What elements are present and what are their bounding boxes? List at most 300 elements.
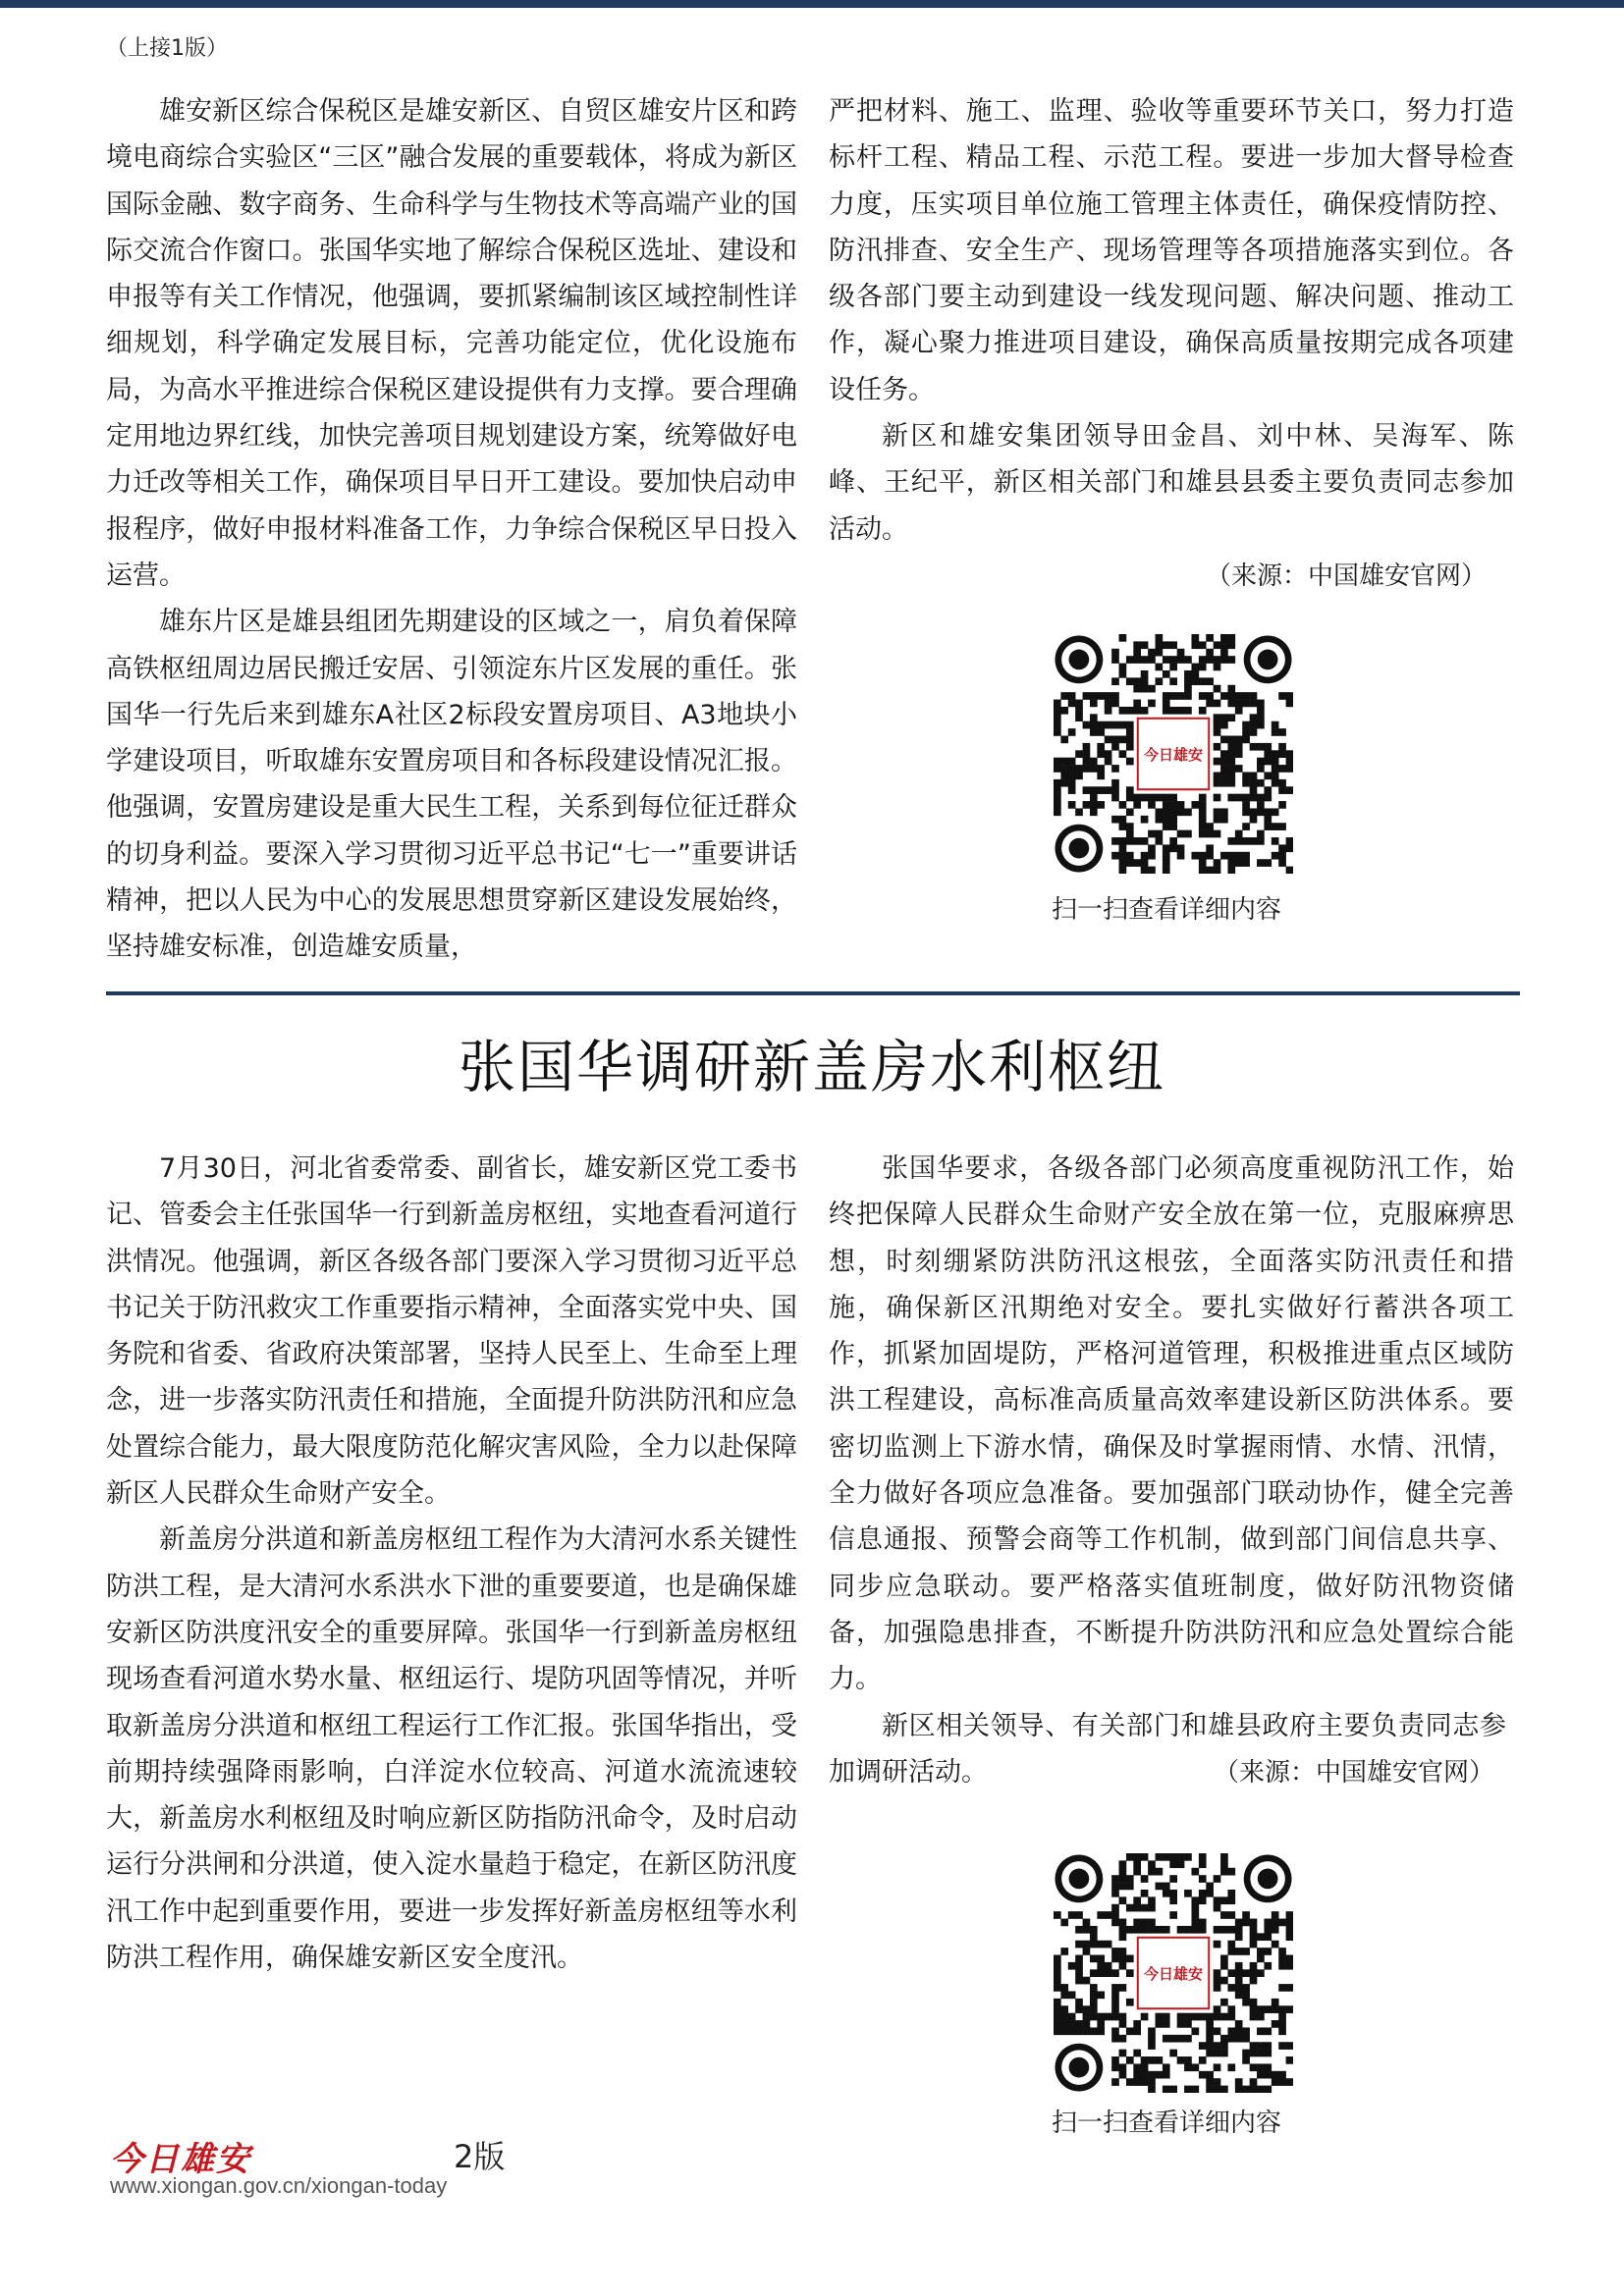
qr-module bbox=[1272, 2020, 1279, 2028]
qr-module bbox=[1126, 2078, 1134, 2086]
qr-module bbox=[1272, 1999, 1279, 2006]
qr-module bbox=[1148, 1904, 1156, 1912]
qr-module bbox=[1257, 714, 1265, 721]
qr-module bbox=[1097, 2027, 1105, 2035]
qr-module bbox=[1184, 1853, 1192, 1861]
qr-module bbox=[1097, 728, 1105, 736]
qr-module bbox=[1264, 816, 1272, 824]
qr-module bbox=[1242, 823, 1250, 830]
qr-module bbox=[1286, 2078, 1293, 2086]
qr-module bbox=[1257, 794, 1265, 802]
qr-module bbox=[1214, 2086, 1221, 2093]
article1-paragraph: 雄东片区是雄县组团先期建设的区域之一，肩负着保障高铁枢纽周边居民搬迁安居、引领淀东片区发展的重任。张国华一行先后来到雄东A社区2标段安置房项目、A3地块小学建设项目，听取雄东安置房项目和各标段建设情况汇报。他强调，安置房建设是重大民生工程，关系到每位征迁群众的切身利益。要深入学习贯彻习近平总书记“七一”重要讲话精神，把以人民为中心的发展思想贯穿新区建设发展始终，坚持雄安标准，创造雄安质量， bbox=[106, 607, 797, 963]
qr-module bbox=[1206, 867, 1214, 874]
qr-module bbox=[1257, 808, 1265, 816]
qr-module bbox=[1227, 634, 1235, 642]
qr-finder-mark bbox=[1069, 1869, 1090, 1890]
qr-module bbox=[1177, 692, 1185, 700]
qr-module bbox=[1214, 700, 1221, 708]
qr-module bbox=[1220, 736, 1228, 744]
qr-module bbox=[1169, 677, 1177, 685]
qr-module bbox=[1264, 758, 1272, 766]
qr-module bbox=[1148, 2056, 1156, 2064]
qr-module bbox=[1105, 750, 1112, 758]
qr-module bbox=[1119, 736, 1127, 744]
qr-module bbox=[1054, 714, 1061, 721]
qr-module bbox=[1278, 2078, 1286, 2086]
qr-module bbox=[1111, 1984, 1119, 1992]
qr-module bbox=[1111, 721, 1119, 729]
qr-module bbox=[1242, 2050, 1250, 2057]
qr-module bbox=[1286, 1926, 1293, 1934]
qr-module bbox=[1227, 1896, 1235, 1904]
qr-module bbox=[1068, 1962, 1076, 1970]
qr-module bbox=[1272, 852, 1279, 860]
qr-module bbox=[1075, 765, 1083, 773]
qr-module bbox=[1060, 2013, 1068, 2021]
qr-module bbox=[1220, 1962, 1228, 1970]
qr-module bbox=[1068, 765, 1076, 773]
qr-module bbox=[1119, 1948, 1127, 1955]
qr-module bbox=[1148, 2086, 1156, 2093]
qr-module bbox=[1177, 707, 1185, 715]
qr-module bbox=[1278, 2027, 1286, 2035]
qr-module bbox=[1126, 1926, 1134, 1934]
qr-module bbox=[1286, 1962, 1293, 1970]
qr-module bbox=[1090, 1999, 1098, 2006]
qr-module bbox=[1083, 801, 1091, 809]
qr-module bbox=[1264, 794, 1272, 802]
qr-module bbox=[1169, 816, 1177, 824]
qr-module bbox=[1111, 779, 1119, 787]
qr-module bbox=[1191, 664, 1199, 671]
qr-module bbox=[1227, 656, 1235, 664]
qr-module bbox=[1141, 859, 1149, 867]
qr-module bbox=[1111, 2013, 1119, 2021]
qr-module bbox=[1242, 1969, 1250, 1977]
qr-module bbox=[1075, 707, 1083, 715]
qr-module bbox=[1214, 808, 1221, 816]
qr-module bbox=[1264, 859, 1272, 867]
qr-module bbox=[1133, 641, 1141, 649]
qr-module bbox=[1250, 1977, 1258, 1985]
qr-module bbox=[1227, 1984, 1235, 1992]
qr-module bbox=[1163, 2086, 1170, 2093]
qr-module bbox=[1083, 765, 1091, 773]
qr-module bbox=[1163, 2013, 1170, 2021]
qr-module bbox=[1105, 707, 1112, 715]
qr-module bbox=[1264, 1948, 1272, 1955]
qr-module bbox=[1199, 852, 1207, 860]
qr-module bbox=[1111, 794, 1119, 802]
qr-module bbox=[1235, 2035, 1243, 2043]
qr-module bbox=[1257, 2071, 1265, 2079]
qr-module bbox=[1119, 634, 1127, 642]
qr-module bbox=[1272, 1926, 1279, 1934]
qr-module bbox=[1156, 837, 1164, 845]
qr-module bbox=[1235, 2078, 1243, 2086]
qr-module bbox=[1054, 1969, 1061, 1977]
qr-module bbox=[1133, 801, 1141, 809]
qr-module bbox=[1141, 1904, 1149, 1912]
qr-module bbox=[1206, 700, 1214, 708]
qr-module bbox=[1177, 830, 1185, 838]
qr-module bbox=[1206, 823, 1214, 830]
qr-module bbox=[1119, 2035, 1127, 2043]
qr-module bbox=[1272, 823, 1279, 830]
qr-module bbox=[1126, 1875, 1134, 1883]
qr-module bbox=[1119, 2063, 1127, 2071]
qr-module bbox=[1257, 2042, 1265, 2050]
qr-module bbox=[1111, 1969, 1119, 1977]
qr-module bbox=[1199, 641, 1207, 649]
qr-module bbox=[1111, 1948, 1119, 1955]
qr-module bbox=[1227, 765, 1235, 773]
qr-module bbox=[1111, 852, 1119, 860]
qr-module bbox=[1126, 728, 1134, 736]
qr-module bbox=[1286, 1919, 1293, 1927]
qr-module bbox=[1068, 2027, 1076, 2035]
qr-module bbox=[1163, 1853, 1170, 1861]
qr-module bbox=[1278, 852, 1286, 860]
qr-module bbox=[1286, 786, 1293, 794]
qr-module bbox=[1111, 1904, 1119, 1912]
qr-module bbox=[1163, 707, 1170, 715]
qr-module bbox=[1141, 867, 1149, 874]
qr-module bbox=[1235, 707, 1243, 715]
qr-module bbox=[1199, 808, 1207, 816]
qr-module bbox=[1054, 794, 1061, 802]
qr-module bbox=[1111, 649, 1119, 657]
qr-module bbox=[1097, 772, 1105, 779]
qr-module bbox=[1214, 2063, 1221, 2071]
qr-module bbox=[1177, 844, 1185, 852]
qr-module bbox=[1286, 2042, 1293, 2050]
qr-module bbox=[1054, 700, 1061, 708]
qr-module bbox=[1054, 1984, 1061, 1992]
qr-module bbox=[1169, 2086, 1177, 2093]
qr-module bbox=[1257, 743, 1265, 751]
qr-module bbox=[1257, 1948, 1265, 1955]
qr-module bbox=[1141, 1890, 1149, 1897]
qr-module bbox=[1250, 786, 1258, 794]
qr-module bbox=[1220, 765, 1228, 773]
qr-module bbox=[1083, 1977, 1091, 1985]
qr-module bbox=[1272, 1911, 1279, 1919]
qr-module bbox=[1177, 2013, 1185, 2021]
qr-module bbox=[1278, 750, 1286, 758]
qr-module bbox=[1257, 801, 1265, 809]
qr-module bbox=[1199, 867, 1207, 874]
qr-module bbox=[1090, 1969, 1098, 1977]
qr-module bbox=[1206, 649, 1214, 657]
qr-module bbox=[1163, 1926, 1170, 1934]
qr-module bbox=[1257, 700, 1265, 708]
qr-module bbox=[1141, 1926, 1149, 1934]
qr-module bbox=[1278, 779, 1286, 787]
qr-module bbox=[1075, 2020, 1083, 2028]
qr-module bbox=[1054, 2013, 1061, 2021]
qr-module bbox=[1278, 823, 1286, 830]
qr-module bbox=[1286, 844, 1293, 852]
qr-module bbox=[1214, 867, 1221, 874]
qr-module bbox=[1250, 1962, 1258, 1970]
qr-module bbox=[1111, 677, 1119, 685]
qr-module bbox=[1264, 2027, 1272, 2035]
qr-module bbox=[1184, 1890, 1192, 1897]
qr-module bbox=[1141, 837, 1149, 845]
top-rule bbox=[0, 0, 1624, 8]
qr-module bbox=[1235, 1984, 1243, 1992]
qr-module bbox=[1126, 1883, 1134, 1891]
qr-module bbox=[1075, 2005, 1083, 2013]
qr-module bbox=[1083, 2013, 1091, 2021]
qr-module bbox=[1156, 677, 1164, 685]
qr-module bbox=[1220, 1853, 1228, 1861]
qr-code-icon[interactable] bbox=[1054, 634, 1293, 874]
qr-module bbox=[1214, 2042, 1221, 2050]
qr-module bbox=[1199, 1875, 1207, 1883]
qr-module bbox=[1169, 808, 1177, 816]
qr-module bbox=[1220, 1868, 1228, 1876]
qr-module bbox=[1235, 2020, 1243, 2028]
qr-module bbox=[1111, 1999, 1119, 2006]
qr-module bbox=[1119, 852, 1127, 860]
qr-module bbox=[1206, 844, 1214, 852]
qr-module bbox=[1177, 1853, 1185, 1861]
qr-logo-text: 今日雄安 bbox=[1143, 1965, 1204, 1983]
qr-module bbox=[1119, 750, 1127, 758]
qr-module bbox=[1133, 1904, 1141, 1912]
qr-module bbox=[1141, 852, 1149, 860]
qr-module bbox=[1133, 1919, 1141, 1927]
footer-brand-logo: 今日雄安 bbox=[110, 2140, 251, 2179]
qr-module bbox=[1075, 700, 1083, 708]
footer-url[interactable]: www.xiongan.gov.cn/xiongan-today bbox=[110, 2173, 448, 2198]
qr-module bbox=[1126, 837, 1134, 845]
section-divider bbox=[106, 991, 1520, 995]
qr-module bbox=[1227, 837, 1235, 845]
qr-module bbox=[1163, 700, 1170, 708]
qr-module bbox=[1097, 1991, 1105, 1999]
qr-module bbox=[1191, 641, 1199, 649]
qr-module bbox=[1083, 1941, 1091, 1949]
qr-module bbox=[1090, 1926, 1098, 1934]
qr-module bbox=[1156, 816, 1164, 824]
qr-module bbox=[1177, 2035, 1185, 2043]
qr-module bbox=[1156, 1868, 1164, 1876]
qr-module bbox=[1060, 1919, 1068, 1927]
qr-module bbox=[1286, 700, 1293, 708]
qr-module bbox=[1148, 2027, 1156, 2035]
qr-module bbox=[1133, 1860, 1141, 1868]
qr-module bbox=[1220, 772, 1228, 779]
qr-module bbox=[1148, 1926, 1156, 1934]
qr-module bbox=[1227, 859, 1235, 867]
qr-module bbox=[1148, 801, 1156, 809]
qr-module bbox=[1054, 728, 1061, 736]
qr-module bbox=[1090, 765, 1098, 773]
qr-module bbox=[1156, 1926, 1164, 1934]
qr-module bbox=[1083, 1948, 1091, 1955]
qr-module bbox=[1257, 779, 1265, 787]
qr-module bbox=[1242, 728, 1250, 736]
qr-module bbox=[1235, 2086, 1243, 2093]
qr-module bbox=[1126, 794, 1134, 802]
qr-module bbox=[1278, 1962, 1286, 1970]
qr-module bbox=[1184, 808, 1192, 816]
qr-module bbox=[1111, 1911, 1119, 1919]
qr-module bbox=[1235, 1933, 1243, 1941]
qr-module bbox=[1083, 2005, 1091, 2013]
qr-module bbox=[1156, 634, 1164, 642]
qr-module bbox=[1184, 2035, 1192, 2043]
qr-module bbox=[1119, 1868, 1127, 1876]
qr-module bbox=[1250, 721, 1258, 729]
qr-module bbox=[1090, 794, 1098, 802]
qr-module bbox=[1184, 692, 1192, 700]
qr-module bbox=[1220, 816, 1228, 824]
qr-module bbox=[1169, 844, 1177, 852]
qr-module bbox=[1090, 808, 1098, 816]
qr-module bbox=[1286, 837, 1293, 845]
qr-module bbox=[1054, 1977, 1061, 1985]
qr-module bbox=[1126, 1969, 1134, 1977]
qr-module bbox=[1220, 1860, 1228, 1868]
qr-module bbox=[1184, 677, 1192, 685]
qr-module bbox=[1054, 2020, 1061, 2028]
qr-module bbox=[1214, 794, 1221, 802]
qr-module bbox=[1191, 1896, 1199, 1904]
qr-module bbox=[1206, 634, 1214, 642]
article1-paragraph: 新区和雄安集团领导田金昌、刘中林、吴海军、陈峰、王纪平，新区相关部门和雄县县委主要负责同志参加活动。 bbox=[829, 421, 1514, 545]
qr-module bbox=[1141, 2071, 1149, 2079]
qr-module bbox=[1148, 794, 1156, 802]
qr-module bbox=[1220, 2050, 1228, 2057]
qr-module bbox=[1119, 823, 1127, 830]
qr-module bbox=[1264, 750, 1272, 758]
qr-module bbox=[1068, 700, 1076, 708]
qr-module bbox=[1191, 2063, 1199, 2071]
qr-module bbox=[1250, 808, 1258, 816]
qr-module bbox=[1090, 721, 1098, 729]
qr-module bbox=[1227, 736, 1235, 744]
qr-module bbox=[1242, 808, 1250, 816]
qr-module bbox=[1119, 816, 1127, 824]
qr-module bbox=[1083, 750, 1091, 758]
qr-module bbox=[1097, 1911, 1105, 1919]
qr-module bbox=[1119, 1984, 1127, 1992]
qr-module bbox=[1250, 2005, 1258, 2013]
qr-module bbox=[1075, 772, 1083, 779]
qr-module bbox=[1090, 700, 1098, 708]
qr-module bbox=[1105, 1962, 1112, 1970]
qr-module bbox=[1220, 1911, 1228, 1919]
qr-module bbox=[1156, 830, 1164, 838]
qr-module bbox=[1060, 692, 1068, 700]
qr-caption: 扫一扫查看详细内容 bbox=[1052, 895, 1282, 925]
qr-module bbox=[1111, 2035, 1119, 2043]
qr-module bbox=[1090, 758, 1098, 766]
qr-module bbox=[1126, 707, 1134, 715]
qr-module bbox=[1163, 1890, 1170, 1897]
qr-module bbox=[1126, 758, 1134, 766]
qr-module bbox=[1090, 786, 1098, 794]
qr-module bbox=[1199, 707, 1207, 715]
qr-module bbox=[1227, 685, 1235, 693]
qr-module bbox=[1264, 2005, 1272, 2013]
qr-module bbox=[1191, 1911, 1199, 1919]
qr-module bbox=[1060, 1948, 1068, 1955]
qr-module bbox=[1191, 2086, 1199, 2093]
qr-module bbox=[1250, 1919, 1258, 1927]
qr-module bbox=[1206, 2071, 1214, 2079]
qr-module bbox=[1227, 700, 1235, 708]
qr-module bbox=[1242, 2035, 1250, 2043]
qr-module bbox=[1278, 2005, 1286, 2013]
qr-module bbox=[1163, 816, 1170, 824]
qr-module bbox=[1163, 823, 1170, 830]
qr-module bbox=[1214, 685, 1221, 693]
qr-module bbox=[1133, 656, 1141, 664]
qr-module bbox=[1111, 2027, 1119, 2035]
qr-module bbox=[1075, 750, 1083, 758]
qr-module bbox=[1206, 2050, 1214, 2057]
qr-module bbox=[1278, 859, 1286, 867]
qr-module bbox=[1214, 728, 1221, 736]
qr-module bbox=[1220, 1999, 1228, 2006]
qr-code-icon[interactable] bbox=[1054, 1853, 1293, 2093]
qr-module bbox=[1206, 852, 1214, 860]
qr-module bbox=[1242, 700, 1250, 708]
qr-module bbox=[1163, 867, 1170, 874]
qr-module bbox=[1191, 801, 1199, 809]
qr-module bbox=[1257, 2050, 1265, 2057]
qr-module bbox=[1068, 772, 1076, 779]
qr-module bbox=[1214, 1875, 1221, 1883]
qr-module bbox=[1220, 656, 1228, 664]
qr-module bbox=[1264, 1919, 1272, 1927]
qr-module bbox=[1250, 1941, 1258, 1949]
qr-module bbox=[1163, 2063, 1170, 2071]
qr-module bbox=[1126, 2056, 1134, 2064]
qr-module bbox=[1250, 1999, 1258, 2006]
qr-module bbox=[1250, 2042, 1258, 2050]
qr-module bbox=[1119, 1926, 1127, 1934]
qr-module bbox=[1090, 1941, 1098, 1949]
qr-module bbox=[1105, 1941, 1112, 1949]
qr-module bbox=[1119, 1896, 1127, 1904]
qr-module bbox=[1126, 1853, 1134, 1861]
qr-module bbox=[1220, 808, 1228, 816]
qr-module bbox=[1097, 801, 1105, 809]
qr-module bbox=[1169, 794, 1177, 802]
qr-module bbox=[1054, 779, 1061, 787]
qr-module bbox=[1199, 656, 1207, 664]
qr-module bbox=[1191, 677, 1199, 685]
qr-module bbox=[1199, 859, 1207, 867]
qr-module bbox=[1169, 664, 1177, 671]
qr-module bbox=[1133, 677, 1141, 685]
qr-module bbox=[1257, 830, 1265, 838]
qr-module bbox=[1286, 2056, 1293, 2064]
qr-module bbox=[1075, 1969, 1083, 1977]
qr-module bbox=[1184, 830, 1192, 838]
qr-module bbox=[1227, 794, 1235, 802]
qr-module bbox=[1199, 794, 1207, 802]
qr-module bbox=[1242, 1984, 1250, 1992]
qr-module bbox=[1105, 736, 1112, 744]
